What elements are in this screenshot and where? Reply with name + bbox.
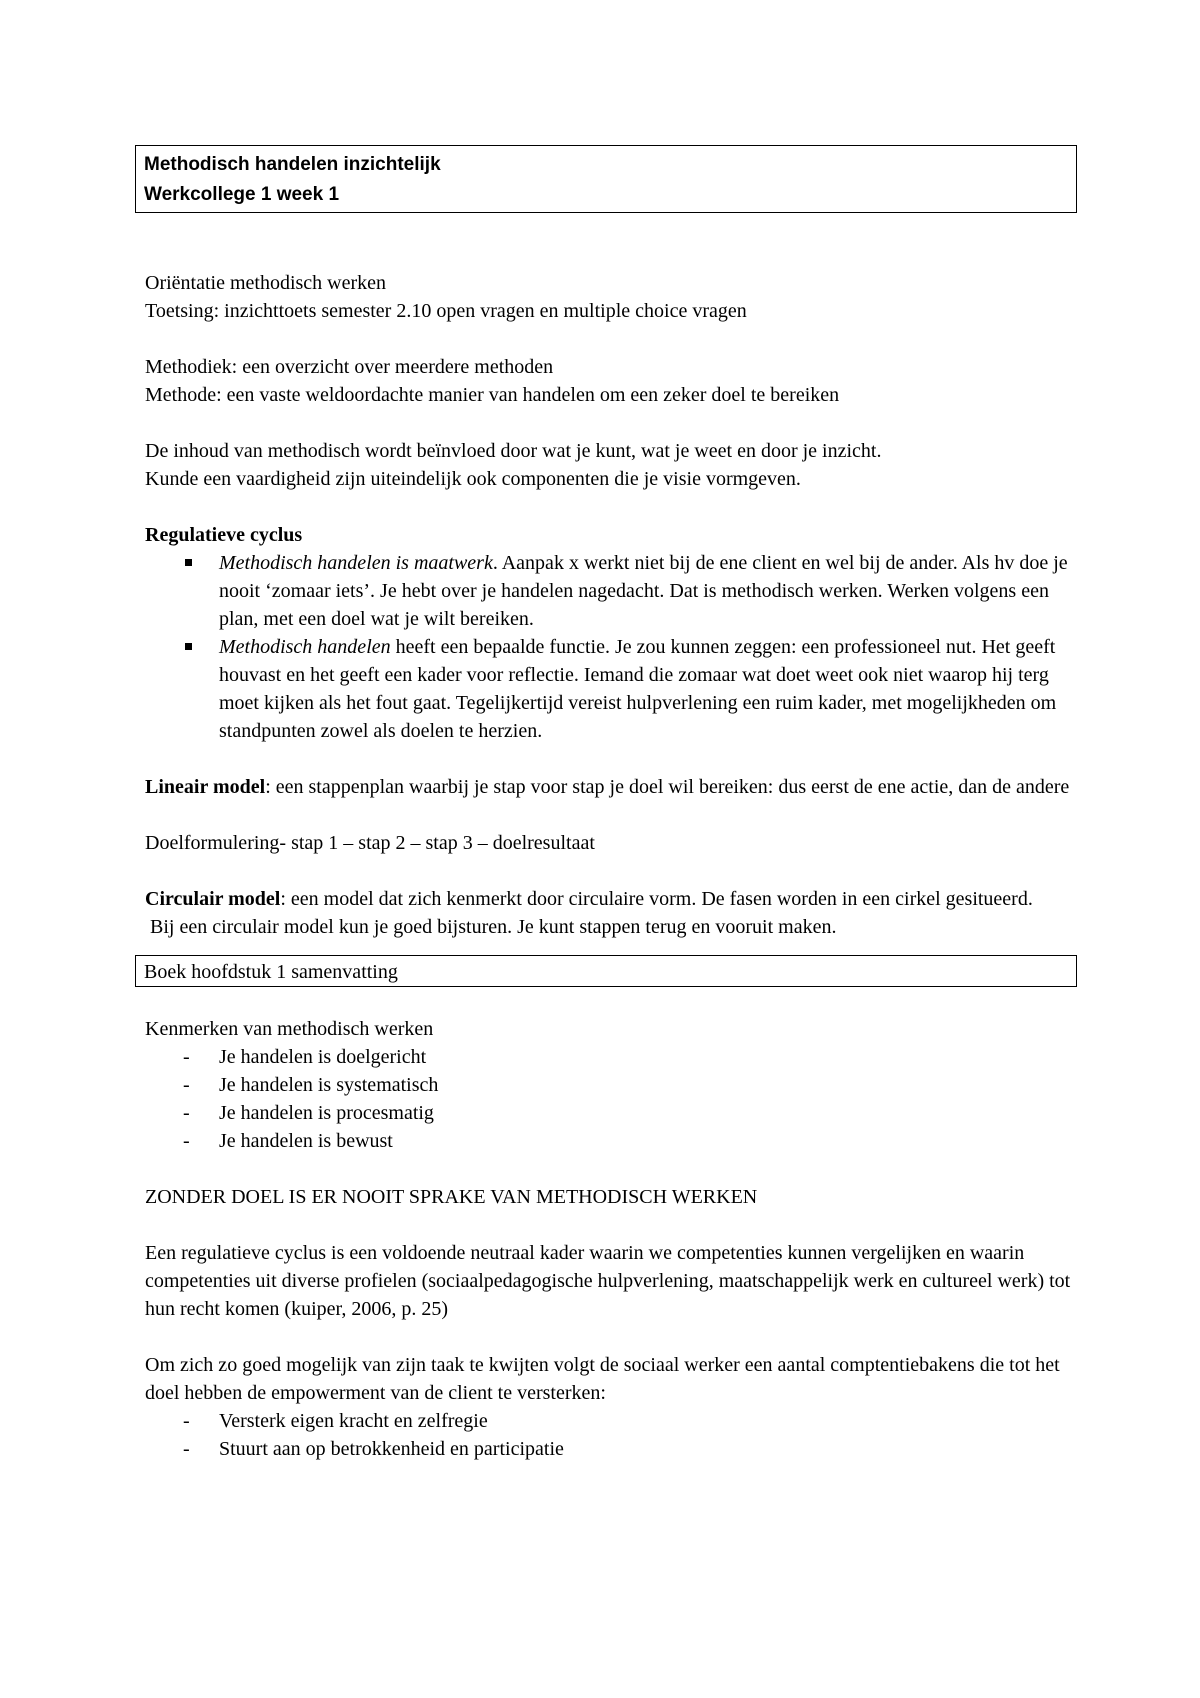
- boek-section-box: [135, 955, 1077, 987]
- dash-bullet-icon: -: [183, 1130, 190, 1152]
- document-content: [145, 145, 1075, 1463]
- boek-heading: Boek hoofdstuk 1 samenvatting: [144, 961, 398, 983]
- document-title: Methodisch handelen inzichtelijk: [144, 154, 441, 175]
- list-item: - Je handelen is systematisch: [145, 1071, 1075, 1099]
- taak-paragraph: Om zich zo goed mogelijk van zijn taak te kwijten volgt de sociaal werker een aantal comptentiebakens die tot het doel hebben de empowerment van de client te versterken:: [145, 1354, 1060, 1404]
- kenmerken-list: [145, 1043, 1075, 1155]
- content-line-2: Kunde een vaardigheid zijn uiteindelijk ook componenten die je visie vormgeven.: [145, 468, 801, 490]
- list-item: - Stuurt aan op betrokkenheid en participatie: [145, 1435, 1075, 1463]
- list-item: Methodisch handelen is maatwerk. Aanpak x werkt niet bij de ene client en wel bij de ander. Als hv doe je nooit ‘zomaar iets’. Je hebt over je handelen nagedacht. Dat is methodisch werken. Werken volgens een plan, met een doel wat je wilt bereiken.: [145, 549, 1075, 633]
- document-subtitle: Werkcollege 1 week 1: [144, 184, 340, 205]
- title-box: [135, 145, 1077, 213]
- dash-bullet-icon: -: [183, 1046, 190, 1068]
- kenmerken-heading: Kenmerken van methodisch werken: [145, 1018, 434, 1040]
- definition-methodiek: Methodiek: een overzicht over meerdere methoden: [145, 356, 554, 378]
- definition-methode: Methode: een vaste weldoordachte manier van handelen om een zeker doel te bereiken: [145, 384, 840, 406]
- regulatieve-paragraph: Een regulatieve cyclus is een voldoende neutraal kader waarin we competenties kunnen vergelijken en waarin competenties uit diverse profielen (sociaalpedagogische hulpverlening, maatschappelijk werk en cultureel werk) tot hun recht komen (kuiper, 2006, p. 25): [145, 1242, 1071, 1320]
- intro-line-1: Oriëntatie methodisch werken: [145, 272, 387, 294]
- zonder-doel-statement: ZONDER DOEL IS ER NOOIT SPRAKE VAN METHODISCH WERKEN: [145, 1186, 758, 1208]
- doelformulering: Doelformulering- stap 1 – stap 2 – stap 3 – doelresultaat: [145, 832, 595, 854]
- regulatieve-heading: Regulatieve cyclus: [145, 524, 303, 546]
- dash-bullet-icon: -: [183, 1102, 190, 1124]
- dash-bullet-icon: -: [183, 1074, 190, 1096]
- content-line-1: De inhoud van methodisch wordt beïnvloed door wat je kunt, wat je weet en door je inzicht.: [145, 440, 882, 462]
- circulair-model: Circulair model: een model dat zich kenmerkt door circulaire vorm. De fasen worden in een cirkel gesitueerd.: [145, 888, 1033, 910]
- list-item: Methodisch handelen heeft een bepaalde functie. Je zou kunnen zeggen: een professioneel nut. Het geeft houvast en het geeft een kader voor reflectie. Iemand die zomaar wat doet weet ook niet waarop hij terg moet kijken als het fout gaat. Tegelijkertijd vereist hulpverlening een ruim kader, met mogelijkheden om standpunten zowel als doelen te herzien.: [145, 633, 1075, 745]
- dash-bullet-icon: -: [183, 1410, 190, 1432]
- lineair-model: Lineair model: een stappenplan waarbij je stap voor stap je doel wil bereiken: dus eerst de ene actie, dan de andere: [145, 776, 1070, 798]
- intro-line-2: Toetsing: inzichttoets semester 2.10 open vragen en multiple choice vragen: [145, 300, 747, 322]
- list-item: - Je handelen is doelgericht: [145, 1043, 1075, 1071]
- circulair-line-2: Bij een circulair model kun je goed bijsturen. Je kunt stappen terug en vooruit maken.: [145, 916, 837, 938]
- square-bullet-icon: [185, 559, 192, 566]
- square-bullet-icon: [185, 643, 192, 650]
- list-item: - Je handelen is bewust: [145, 1127, 1075, 1155]
- regulatieve-bullet-list: [145, 549, 1075, 745]
- dash-bullet-icon: -: [183, 1438, 190, 1460]
- list-item: - Versterk eigen kracht en zelfregie: [145, 1407, 1075, 1435]
- list-item: - Je handelen is procesmatig: [145, 1099, 1075, 1127]
- taak-list: [145, 1407, 1075, 1463]
